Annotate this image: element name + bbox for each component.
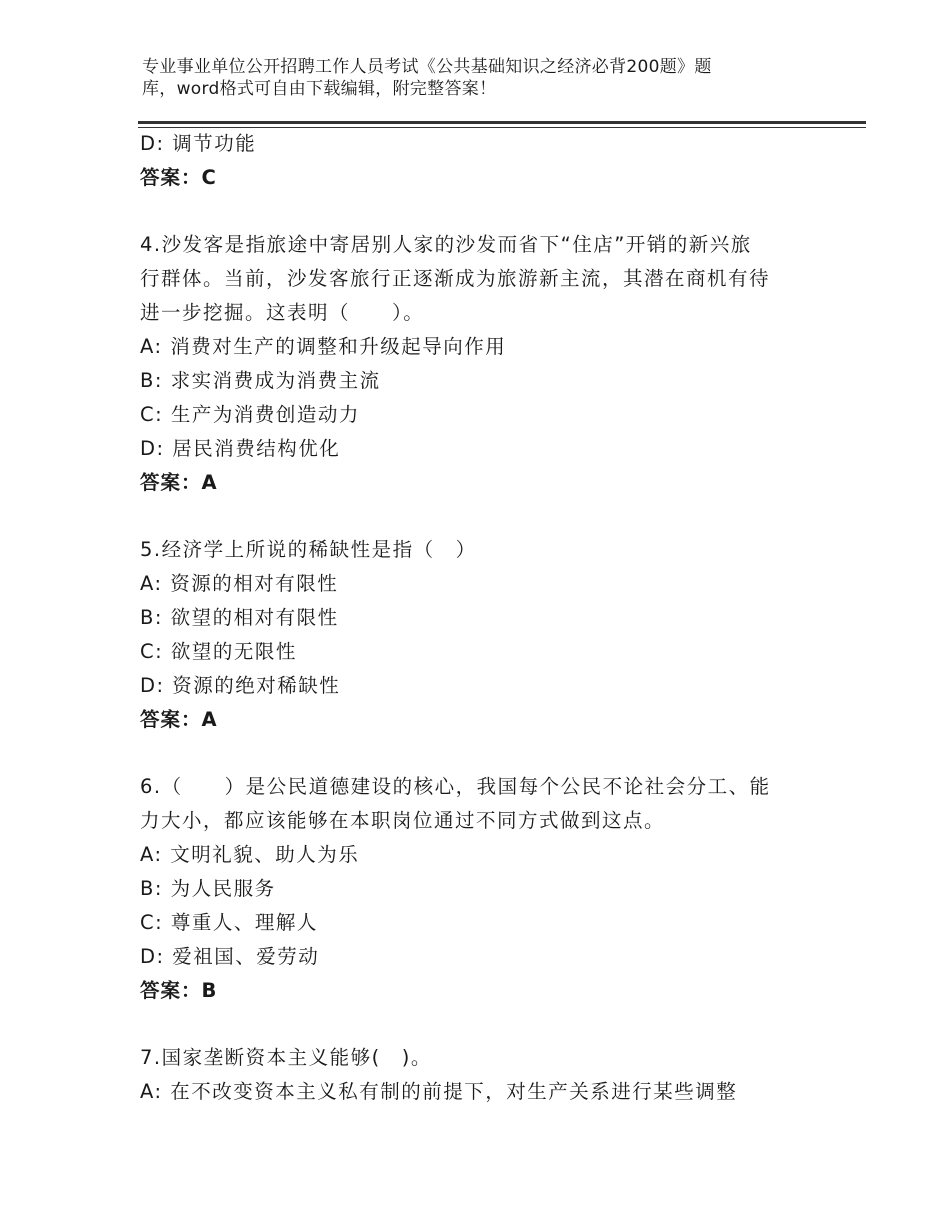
question-stem-line: 力大小，都应该能够在本职岗位通过不同方式做到这点。: [140, 809, 666, 832]
question-5: [140, 533, 820, 737]
spacer: [140, 500, 820, 533]
header-divider-thick: [138, 121, 866, 124]
question-6: [140, 770, 820, 1008]
question-7: [140, 1041, 820, 1109]
option-d: D: 居民消费结构优化: [140, 437, 341, 460]
spacer: [140, 737, 820, 770]
question-stem-line: 4.沙发客是指旅途中寄居别人家的沙发而省下“住店”开销的新兴旅: [140, 233, 752, 256]
option-b: B: 欲望的相对有限性: [140, 606, 339, 629]
option-c: C: 生产为消费创造动力: [140, 403, 360, 426]
option-a: A: 在不改变资本主义私有制的前提下，对生产关系进行某些调整: [140, 1080, 738, 1103]
question-stem-line: 行群体。当前，沙发客旅行正逐渐成为旅游新主流，其潜在商机有待: [140, 267, 771, 290]
answer: 答案：A: [140, 708, 218, 731]
header-title-line-2: 库，word格式可自由下载编辑，附完整答案！: [142, 79, 497, 99]
option-b: B: 为人民服务: [140, 877, 276, 900]
option-d: D: 爱祖国、爱劳动: [140, 945, 320, 968]
question-4: [140, 228, 820, 500]
spacer: [140, 1008, 820, 1041]
header-title-line-1: 专业事业单位公开招聘工作人员考试《公共基础知识之经济必背200题》题: [142, 57, 712, 77]
option-c: C: 尊重人、理解人: [140, 911, 318, 934]
document-header: [142, 56, 782, 100]
question-stem-line: 5.经济学上所说的稀缺性是指（ ）: [140, 538, 477, 561]
question-stem-line: 6.（ ）是公民道德建设的核心，我国每个公民不论社会分工、能: [140, 775, 771, 798]
option-a: A: 文明礼貌、助人为乐: [140, 843, 360, 866]
option-b: B: 求实消费成为消费主流: [140, 369, 381, 392]
question-stem-line: 进一步挖掘。这表明（ ）。: [140, 301, 425, 324]
option-c: C: 欲望的无限性: [140, 640, 297, 663]
document-body: [140, 127, 820, 1109]
question-stem-line: 7.国家垄断资本主义能够( )。: [140, 1046, 432, 1069]
option-a: A: 消费对生产的调整和升级起导向作用: [140, 335, 507, 358]
option-a: A: 资源的相对有限性: [140, 572, 339, 595]
answer: 答案：B: [140, 979, 218, 1002]
spacer: [140, 195, 820, 228]
prev-question-answer: 答案：C: [140, 166, 217, 189]
option-d: D: 资源的绝对稀缺性: [140, 674, 341, 697]
answer: 答案：A: [140, 471, 218, 494]
prev-question-option-d: D: 调节功能: [140, 132, 257, 155]
